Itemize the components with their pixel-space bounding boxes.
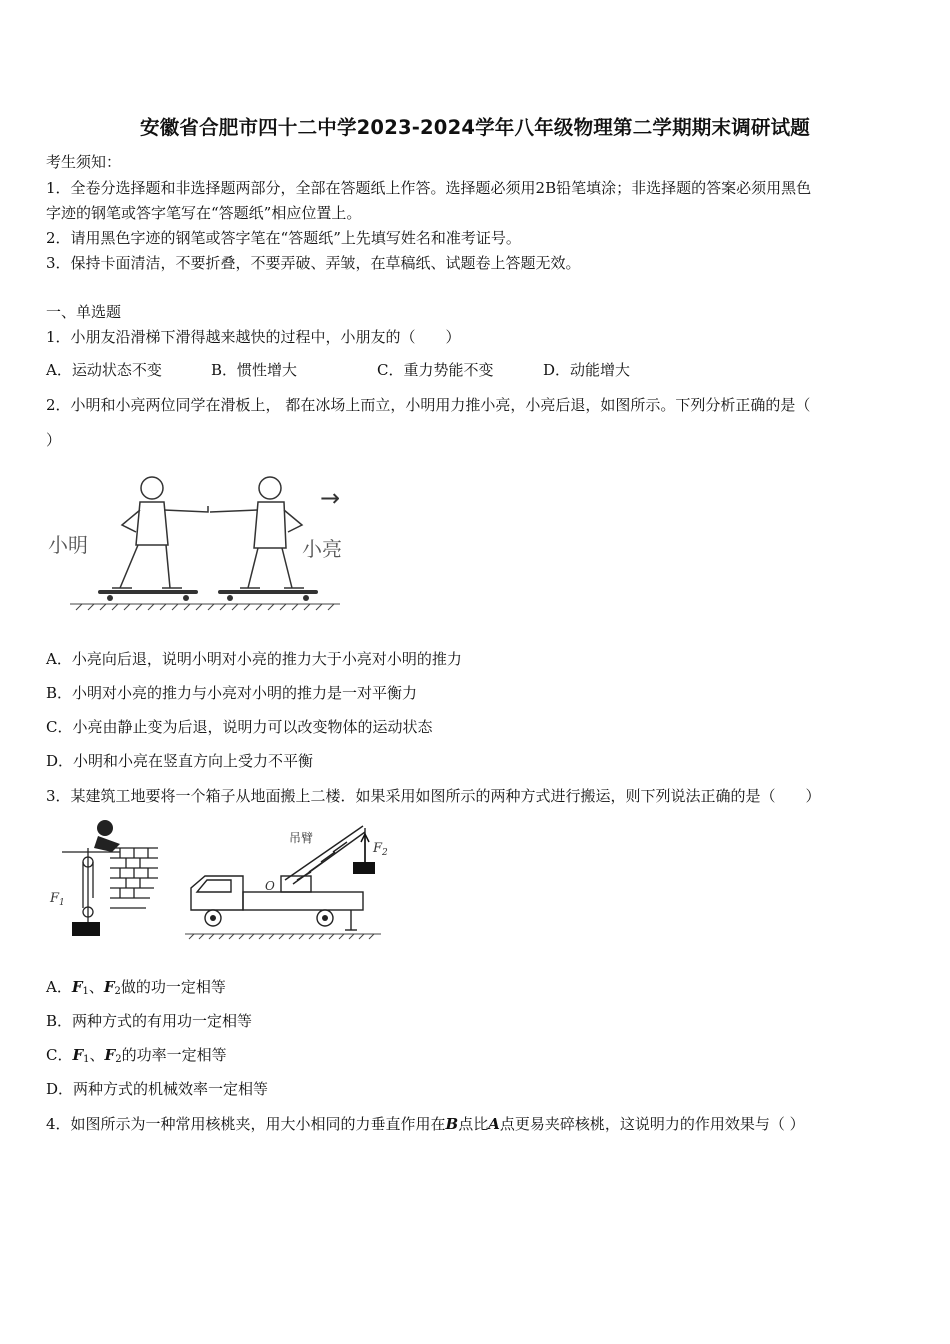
q1-option-b: B．惯性增大 (211, 361, 298, 379)
q3-option-a (46, 977, 226, 1002)
q3c-sep: 、 (89, 1046, 105, 1064)
q3c-sub2: 2 (115, 1054, 122, 1065)
q2-option-c: C．小亮由静止变为后退，说明力可以改变物体的运动状态 (46, 718, 433, 736)
section-heading: 一、单选题 (46, 303, 122, 321)
q3-option-d: D．两种方式的机械效率一定相等 (46, 1080, 269, 1098)
q3a-prefix: A． (46, 978, 72, 996)
notice-heading: 考生须知： (46, 153, 122, 171)
q3a-sep: 、 (88, 978, 104, 996)
q3c-sub1: 1 (83, 1054, 90, 1065)
label-crane-arm: 吊臂 (289, 831, 314, 845)
question-2-stem: 2．小明和小亮两位同学在滑板上， 都在冰场上而立，小明用力推小亮，小亮后退，如图所示。下列分析正确的是（ (46, 396, 811, 414)
q3a-f2: F (103, 978, 115, 996)
label-f2 (372, 841, 388, 858)
question-2-stem-cont: ） (46, 431, 62, 449)
notice-item-1: 1．全卷分选择题和非选择题两部分，全部在答题纸上作答。选择题必须用2B铅笔填涂；非选择题的答案必须用黑色 (46, 179, 812, 197)
q3a-sub1: 1 (82, 986, 89, 997)
q4-stem-a: 4．如图所示为一种常用核桃夹，用大小相同的力垂直作用在 (46, 1115, 446, 1133)
q2-option-d: D．小明和小亮在竖直方向上受力不平衡 (46, 752, 314, 770)
q2-option-a: A．小亮向后退，说明小明对小亮的推力大于小亮对小明的推力 (46, 650, 462, 668)
f1-letter: F (50, 891, 60, 906)
q4-point-a: A (488, 1115, 500, 1133)
q3-option-b: B．两种方式的有用功一定相等 (46, 1012, 253, 1030)
page-title: 安徽省合肥市四十二中学2023-2024学年八年级物理第二学期期末调研试题 (139, 116, 811, 139)
q3c-prefix: C． (46, 1046, 73, 1064)
question-3-stem: 3．某建筑工地要将一个箱子从地面搬上二楼．如果采用如图所示的两种方式进行搬运，则下列说法正确的是（ ） (46, 787, 821, 805)
q3-option-c (46, 1045, 227, 1070)
label-pivot-o: O (265, 879, 275, 893)
motion-arrow: → (320, 484, 341, 512)
q3a-sub2: 2 (114, 986, 121, 997)
q4-point-b: B (445, 1115, 459, 1133)
question-4-stem (46, 1114, 805, 1134)
q3a-rest: 做的功一定相等 (120, 978, 226, 996)
q3c-f1: F (72, 1046, 84, 1064)
q3a-f1: F (71, 978, 83, 996)
pulley-worker-figure (50, 818, 165, 943)
q1-option-c: C．重力势能不变 (377, 361, 494, 379)
f2-subscript: 2 (382, 848, 388, 858)
q3c-f2: F (104, 1046, 116, 1064)
f2-letter: F (373, 841, 383, 856)
q1-option-a: A．运动状态不变 (46, 361, 162, 379)
notice-item-3: 3．保持卡面清洁，不要折叠，不要弄破、弄皱，在草稿纸、试题卷上答题无效。 (46, 254, 581, 272)
label-xiaoliang: 小亮 (302, 537, 342, 561)
q4-stem-b: 点比 (458, 1115, 489, 1133)
notice-item-2: 2．请用黑色字迹的钢笔或答字笔在“答题纸”上先填写姓名和准考证号。 (46, 229, 521, 247)
label-f1 (49, 891, 65, 908)
q4-stem-c: 点更易夹碎核桃，这说明力的作用效果与（ ） (499, 1115, 805, 1133)
crane-truck-figure (185, 818, 388, 943)
label-xiaoming: 小明 (48, 533, 88, 557)
q1-option-d: D．动能增大 (543, 361, 631, 379)
f1-subscript: 1 (59, 898, 65, 908)
question-1-stem: 1．小朋友沿滑梯下滑得越来越快的过程中，小朋友的（ ） (46, 328, 461, 346)
notice-item-1-cont: 字迹的钢笔或答字笔写在“答题纸”相应位置上。 (46, 204, 362, 222)
q2-option-b: B．小明对小亮的推力与小亮对小明的推力是一对平衡力 (46, 684, 418, 702)
skaters-figure (40, 470, 370, 620)
q3c-rest: 的功率一定相等 (121, 1046, 227, 1064)
